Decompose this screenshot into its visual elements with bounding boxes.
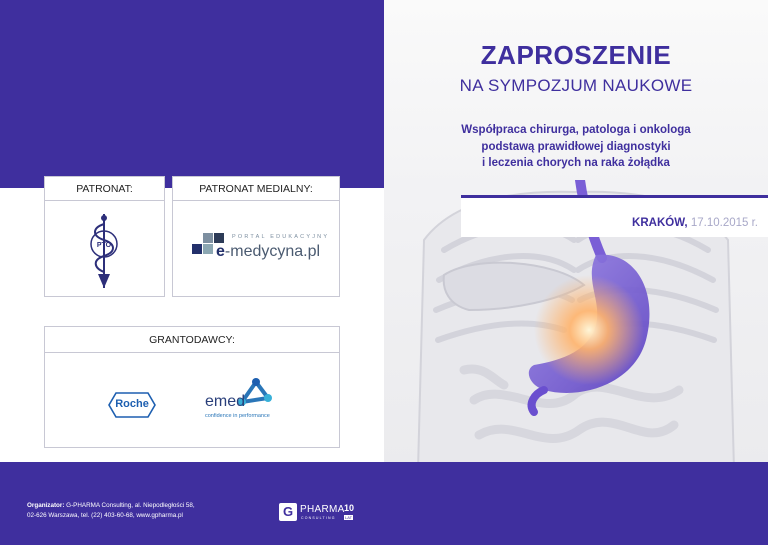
logo-square-teal <box>203 244 213 254</box>
organizer-label: Organizator: <box>27 502 65 509</box>
emedycyna-name-prefix: e <box>216 243 225 260</box>
patronat-medialny-label: PATRONAT MEDIALNY: <box>173 177 339 201</box>
organizer-info <box>27 501 247 521</box>
emedycyna-logo <box>189 233 339 267</box>
patronat-label: PATRONAT: <box>45 177 164 201</box>
gpharma-g-badge: G <box>279 503 297 521</box>
gpharma-logo <box>279 503 359 525</box>
page-subtitle: NA SYMPOZJUM NAUKOWE <box>459 76 693 95</box>
gpharma-years: 10 <box>344 503 355 513</box>
organizer-address-line1: G-PHARMA Consulting, al. Niepodległości 58, <box>64 502 195 509</box>
patronat-box <box>44 176 165 297</box>
emed-tagline: confidence in performance <box>205 413 270 419</box>
logo-square-navy <box>192 244 202 254</box>
emed-name: emed <box>205 393 246 410</box>
emedycyna-name-suffix: -medycyna.pl <box>224 243 321 260</box>
page-title: ZAPROSZENIE <box>480 40 672 70</box>
gpharma-years-sub: LAT <box>345 515 353 520</box>
patronat-medialny-box <box>172 176 340 297</box>
emedycyna-name <box>216 243 320 261</box>
top-band <box>0 0 384 188</box>
grantodawcy-label: GRANTODAWCY: <box>45 327 339 353</box>
bottom-band <box>384 462 768 545</box>
emedycyna-tagline: PORTAL EDUKACYJNY <box>232 234 330 240</box>
city-divider <box>461 195 768 198</box>
grantodawcy-box <box>44 326 340 448</box>
roche-name: Roche <box>115 398 149 410</box>
topic-line: podstawą prawidłowej diagnostyki <box>481 140 671 153</box>
logo-square-dark <box>214 233 224 243</box>
city: KRAKÓW, <box>632 217 688 229</box>
city-date <box>632 217 758 229</box>
city-bar <box>461 195 768 237</box>
topic-line: Współpraca chirurga, patologa i onkologa <box>461 124 691 136</box>
gpharma-name: PHARMA <box>300 504 345 515</box>
symposium-topic <box>384 122 768 172</box>
topic-line: i leczenia chorych na raka żołądka <box>482 157 670 170</box>
gpharma-sub: CONSULTING <box>301 516 336 520</box>
event-date: 17.10.2015 r. <box>690 217 758 229</box>
svg-text:PTO: PTO <box>96 242 112 249</box>
organizer-address-line2: 02-626 Warszawa, tel. (22) 403-60-68, www.gpharma.pl <box>27 511 183 519</box>
right-panel <box>384 0 768 545</box>
logo-square-gray <box>203 233 213 243</box>
society-emblem-icon <box>82 212 126 290</box>
